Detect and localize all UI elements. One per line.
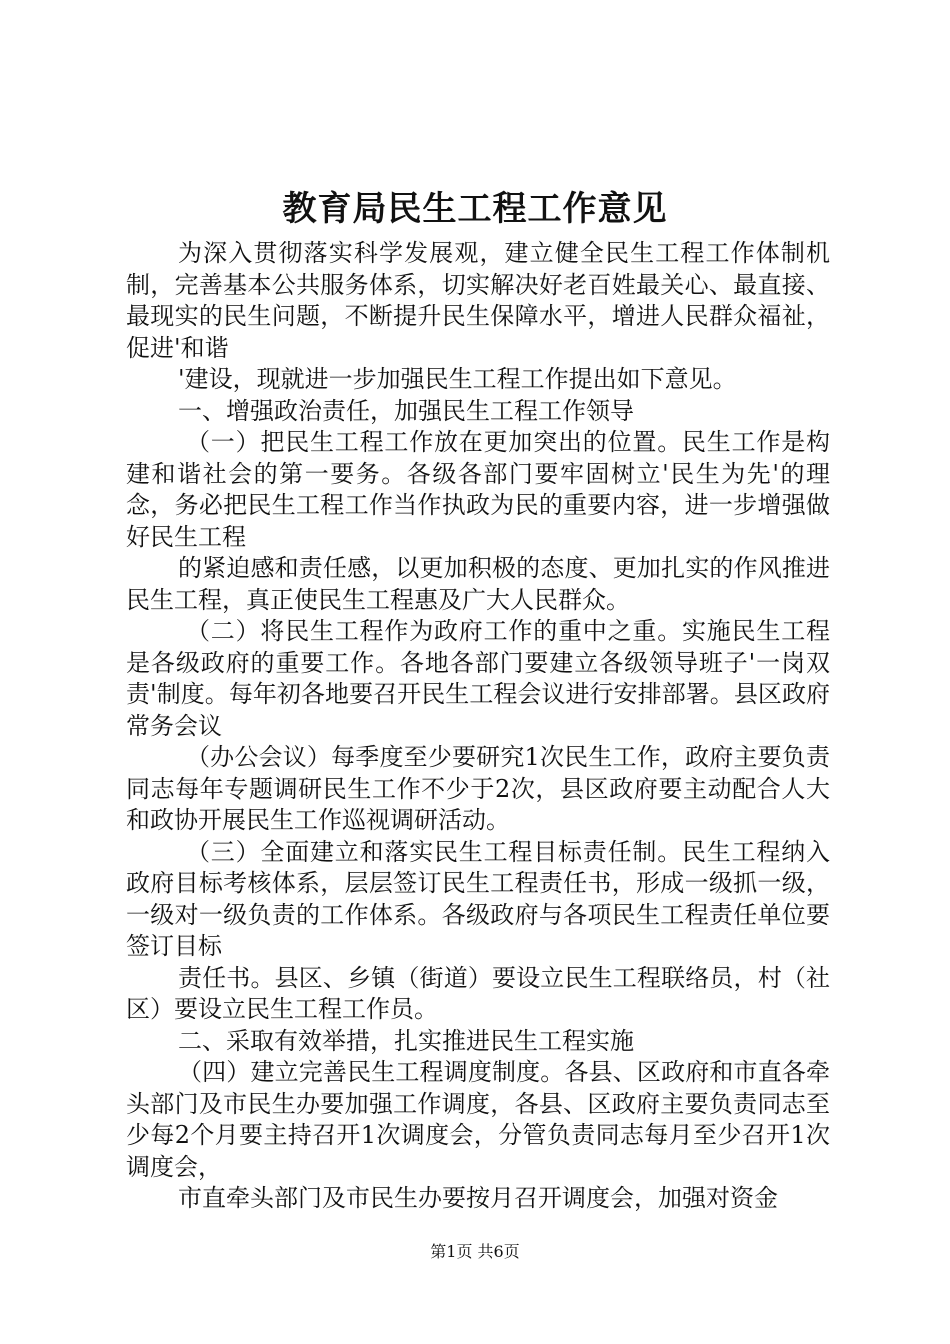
page-footer: 第1页 共6页 (430, 1242, 520, 1261)
paragraph-item-3-cont: 责任书。县区、乡镇（街道）要设立民生工程联络员，村（社区）要设立民生工程工作员。 (126, 963, 830, 1023)
paragraph-item-1-cont: 的紧迫感和责任感，以更加积极的态度、更加扎实的作风推进民生工程，真正使民生工程惠及广大人民群众。 (126, 554, 830, 614)
section-heading-1: 一、增强政治责任，加强民生工程工作领导 (178, 396, 634, 425)
paragraph-item-3: （三）全面建立和落实民生工程目标责任制。民生工程纳入政府目标考核体系，层层签订民生工程责任书，形成一级抓一级，一级对一级负责的工作体系。各级政府与各项民生工程责任单位要签订目标 (126, 837, 830, 960)
document-body (126, 238, 830, 1215)
paragraph-item-4: （四）建立完善民生工程调度制度。各县、区政府和市直各牵头部门及市民生办要加强工作调度，各县、区政府主要负责同志至少每2个月要主持召开1次调度会，分管负责同志每月至少召开1次调度会， (126, 1058, 830, 1181)
document-title: 教育局民生工程工作意见 (282, 189, 668, 229)
section-heading-2: 二、采取有效举措，扎实推进民生工程实施 (178, 1026, 634, 1055)
paragraph-2: '建设，现就进一步加强民生工程工作提出如下意见。 (178, 365, 737, 393)
paragraph-item-2: （二）将民生工程作为政府工作的重中之重。实施民生工程是各级政府的重要工作。各地各部门要建立各级领导班子'一岗双责'制度。每年初各地要召开民生工程会议进行安排部署。县区政府常务会议 (126, 617, 830, 740)
paragraph-item-4-cont: 市直牵头部门及市民生办要按月召开调度会，加强对资金 (178, 1184, 778, 1212)
paragraph-item-2-cont: （办公会议）每季度至少要研究1次民生工作，政府主要负责同志每年专题调研民生工作不少于2次，县区政府要主动配合人大和政协开展民生工作巡视调研活动。 (126, 743, 830, 834)
paragraph-item-1: （一）把民生工程工作放在更加突出的位置。民生工作是构建和谐社会的第一要务。各级各部门要牢固树立'民生为先'的理念，务必把民生工程工作当作执政为民的重要内容，进一步增强做好民生工程 (126, 428, 830, 551)
paragraph-1: 为深入贯彻落实科学发展观，建立健全民生工程工作体制机制，完善基本公共服务体系，切实解决好老百姓最关心、最直接、最现实的民生问题，不断提升民生保障水平，增进人民群众福祉，促进'和谐 (126, 239, 830, 362)
